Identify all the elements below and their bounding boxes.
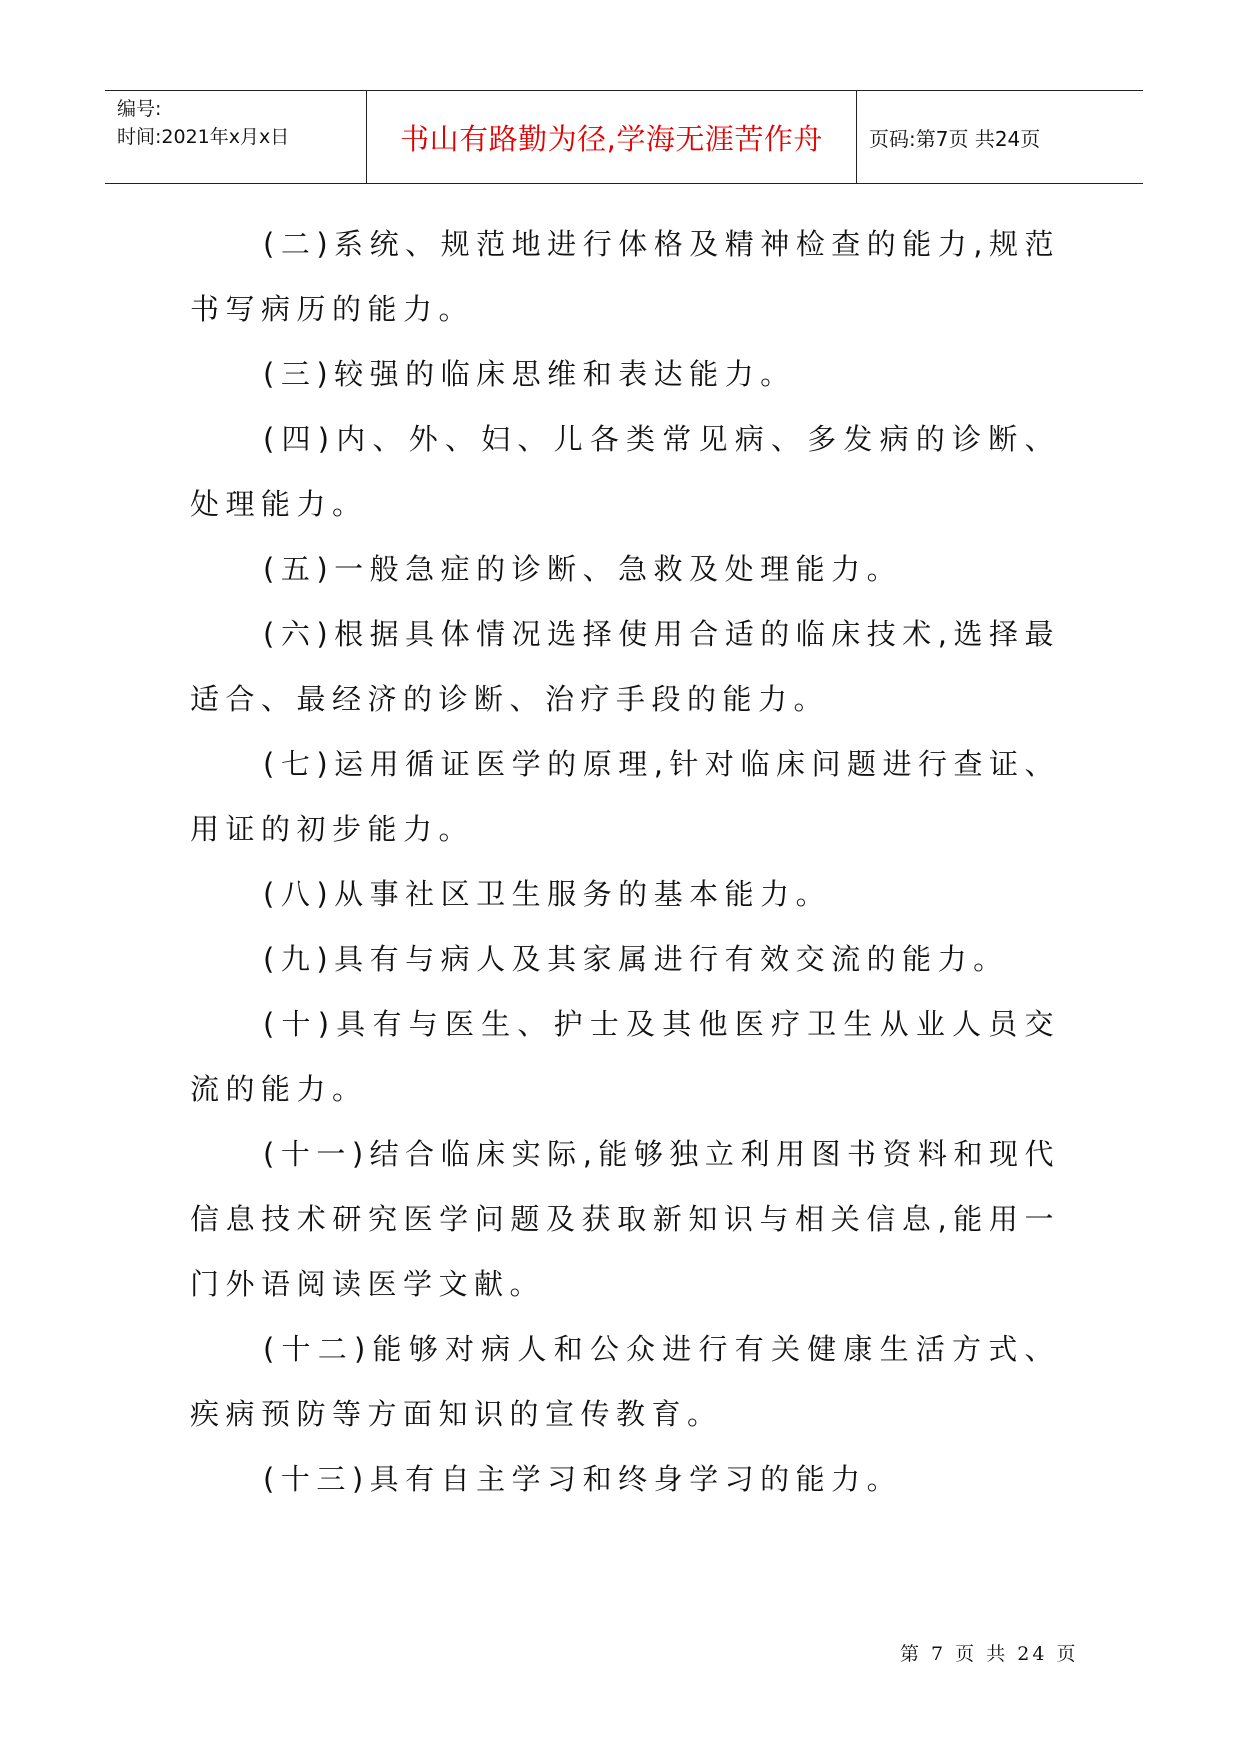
- paragraph: (八)从事社区卫生服务的基本能力。: [263, 877, 832, 911]
- page-header: [105, 90, 1143, 184]
- document-number-label: 编号:: [117, 98, 162, 120]
- page-footer: 第 7 页 共 24 页: [900, 1643, 1079, 1665]
- paragraph: (三)较强的临床思维和表达能力。: [263, 357, 796, 391]
- header-page-info: 页码:第7页 共24页: [869, 126, 1041, 151]
- header-meta: [105, 91, 367, 183]
- paragraph: (六)根据具体情况选择使用合适的临床技术,选择最适合、最经济的诊断、治疗手段的能力。: [190, 617, 1060, 716]
- paragraph: (十一)结合临床实际,能够独立利用图书资料和现代信息技术研究医学问题及获取新知识与相关信息,能用一门外语阅读医学文献。: [190, 1137, 1060, 1301]
- paragraph: (二)系统、规范地进行体格及精神检查的能力,规范书写病历的能力。: [190, 227, 1060, 326]
- document-body: [190, 212, 1060, 1512]
- paragraph: (九)具有与病人及其家属进行有效交流的能力。: [263, 942, 1009, 976]
- paragraph: (五)一般急症的诊断、急救及处理能力。: [263, 552, 903, 586]
- paragraph: (四)内、外、妇、儿各类常见病、多发病的诊断、处理能力。: [190, 422, 1060, 521]
- header-motto: 书山有路勤为径,学海无涯苦作舟: [367, 91, 857, 183]
- paragraph: (十二)能够对病人和公众进行有关健康生活方式、疾病预防等方面知识的宣传教育。: [190, 1332, 1060, 1431]
- paragraph: (七)运用循证医学的原理,针对临床问题进行查证、用证的初步能力。: [190, 747, 1060, 846]
- paragraph: (十三)具有自主学习和终身学习的能力。: [263, 1462, 903, 1496]
- document-time: 时间:2021年x月x日: [117, 126, 290, 148]
- paragraph: (十)具有与医生、护士及其他医疗卫生从业人员交流的能力。: [190, 1007, 1060, 1106]
